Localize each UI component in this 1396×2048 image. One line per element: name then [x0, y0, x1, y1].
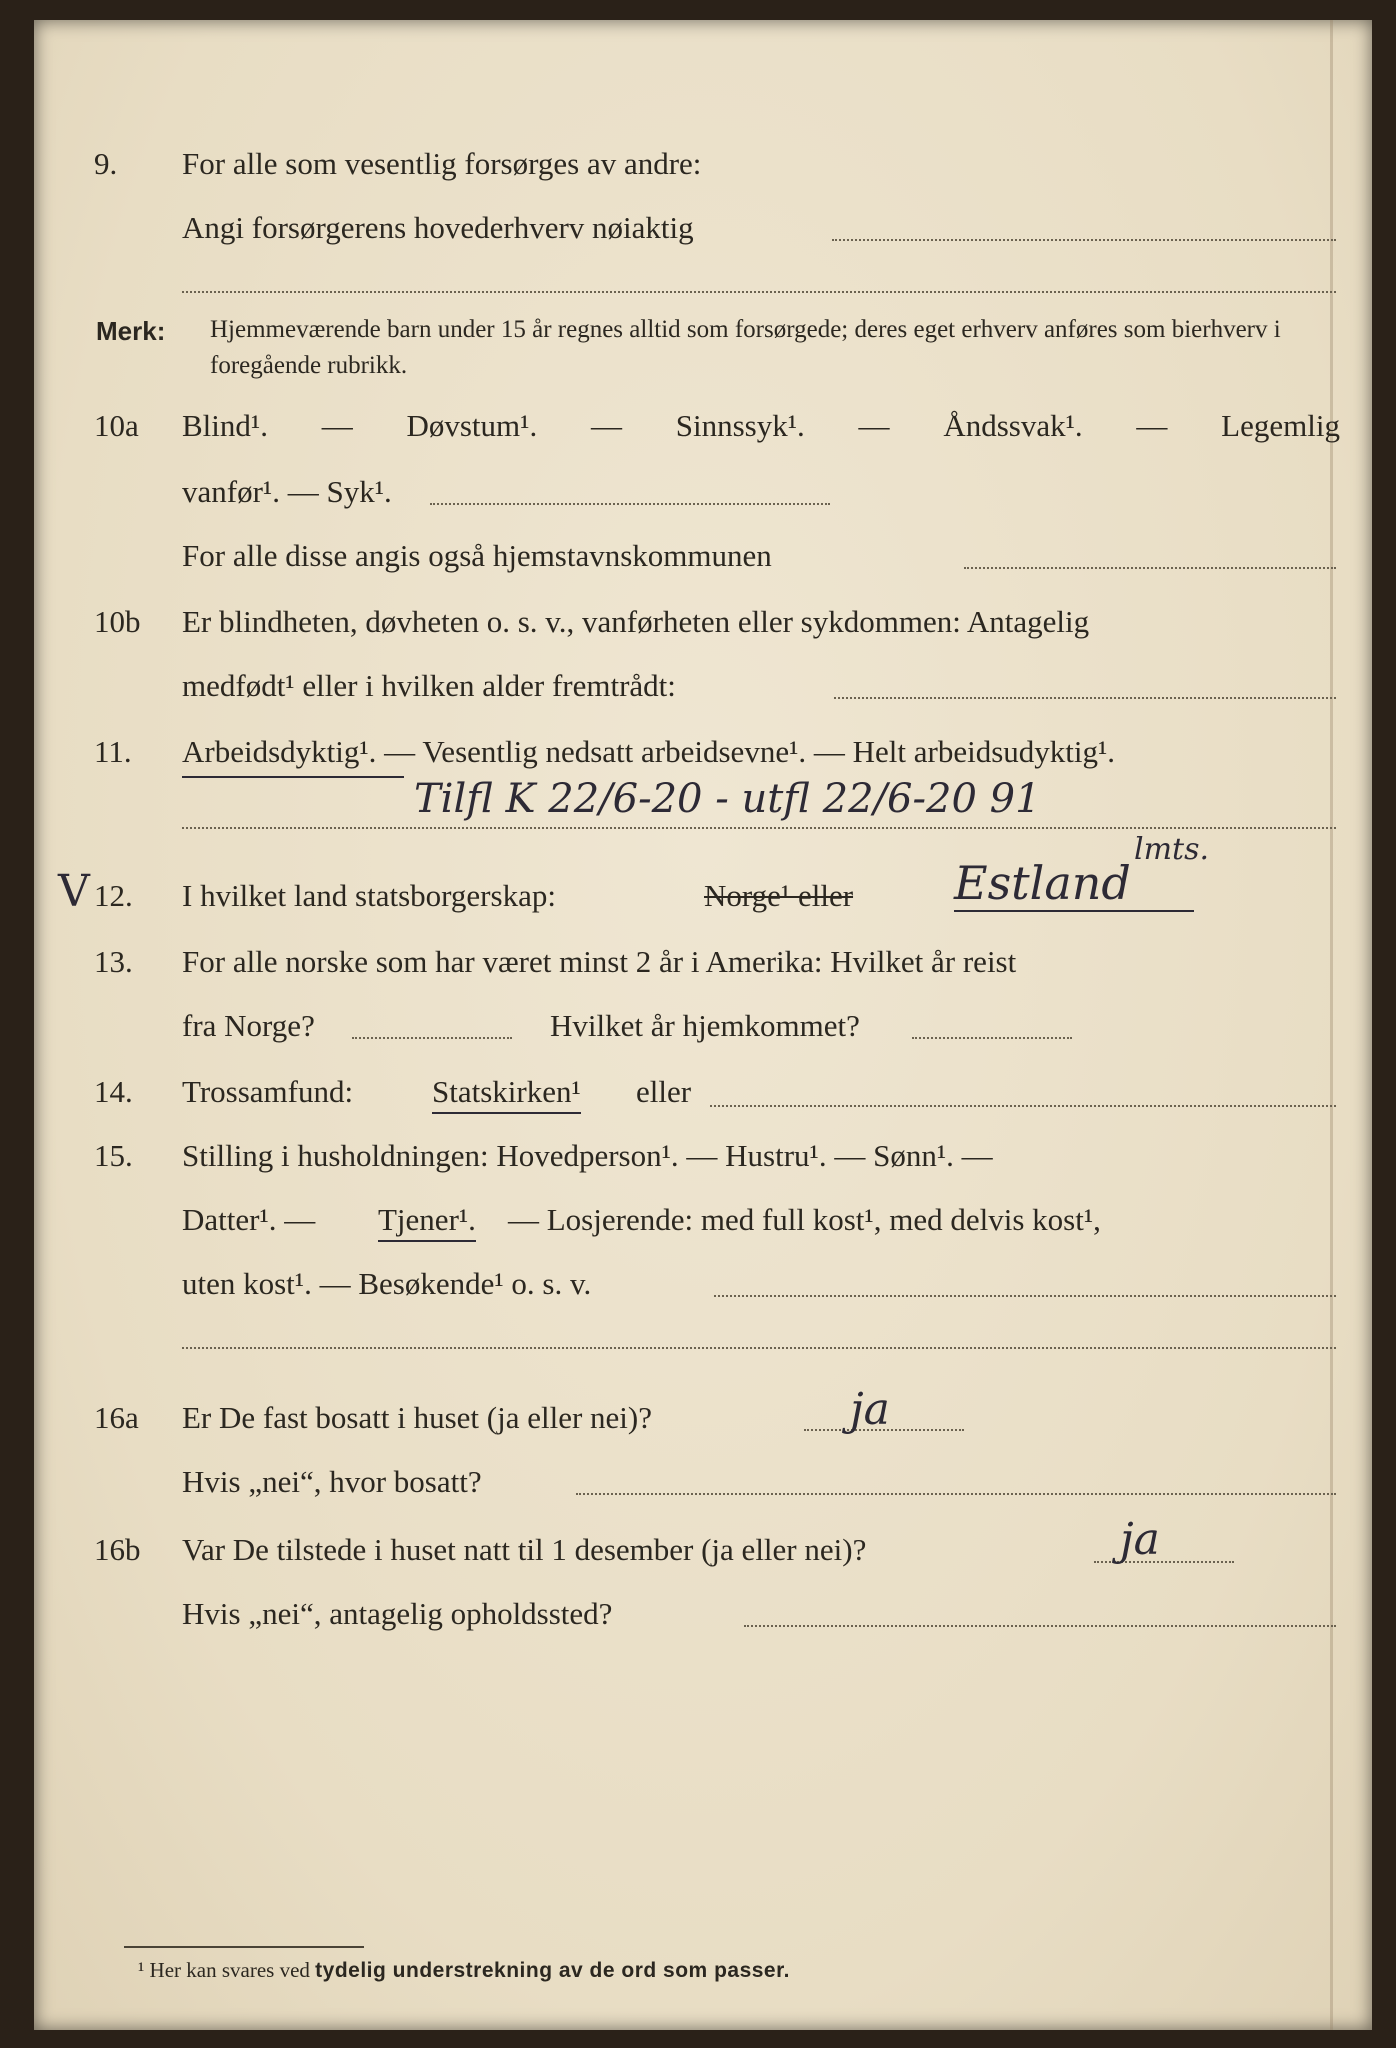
q15-tjener: Tjener¹. [378, 1202, 476, 1242]
q15-line3 [34, 1258, 1372, 1308]
q10b-fill-line[interactable] [834, 696, 1336, 699]
q13-line2 [34, 1000, 1372, 1050]
q14-text-c: eller [636, 1074, 692, 1109]
q16b-text-2: Hvis „nei“, antagelig opholdssted? [182, 1596, 613, 1631]
q10a-option: Døvstum¹. [406, 408, 538, 443]
q10a-dash: — [1136, 408, 1168, 443]
q10a-number: 10a [94, 408, 139, 443]
q10a-text-3: For alle disse angis også hjemstavnskommunen [182, 538, 772, 573]
q15-fill-line[interactable] [714, 1294, 1336, 1297]
q10b-line2 [34, 660, 1372, 710]
q13-line1 [34, 936, 1372, 986]
q15-text: Stilling i husholdningen: Hovedperson¹. — Hustru¹. — Sønn¹. — [182, 1138, 993, 1173]
q11-underline-mark [182, 776, 404, 778]
q10a-fill-line-2[interactable] [964, 566, 1336, 569]
q16b-fill-line[interactable] [1094, 1560, 1234, 1563]
q16b-line2 [34, 1588, 1372, 1638]
q11-handwriting: Tilfl K 22/6-20 - utfl 22/6-20 91 [414, 776, 1041, 822]
q11-text: Arbeidsdyktig¹. — Vesentlig nedsatt arbeidsevne¹. — Helt arbeidsudyktig¹. [182, 734, 1116, 769]
q14-statskirken: Statskirken¹ [432, 1074, 581, 1114]
q10a-option: Legemlig [1221, 408, 1340, 443]
q16a-answer: ja [850, 1384, 890, 1435]
q16b-line1 [34, 1524, 1372, 1574]
merk-label: Merk: [96, 316, 166, 346]
q15-fill-line-2[interactable] [182, 1346, 1336, 1349]
q10a-options [182, 408, 1340, 444]
q10b-text-2: medfødt¹ eller i hvilken alder fremtrådt: [182, 668, 676, 703]
q10b-line1 [34, 596, 1372, 646]
q12-margin-check: V [58, 866, 90, 917]
footnote-rule [124, 1946, 364, 1948]
q10a-dash: — [590, 408, 622, 443]
footnote [138, 1958, 790, 1983]
q12-struck-option: Norge¹ eller [704, 878, 854, 913]
q16b-answer: ja [1120, 1514, 1160, 1565]
q11-fill-line[interactable] [182, 826, 1336, 829]
q9-text: For alle som vesentlig forsørges av andre: [182, 146, 702, 181]
q12-line [34, 870, 1372, 920]
q10a-option: Åndssvak¹. [943, 408, 1083, 443]
q13-text: For alle norske som har været minst 2 år i Amerika: Hvilket år reist [182, 944, 1017, 979]
q16a-line2 [34, 1456, 1372, 1506]
q12-note: lmts. [1134, 832, 1210, 867]
q15-line2 [34, 1194, 1372, 1244]
q9-line2 [34, 202, 1372, 252]
census-form-page [34, 20, 1372, 2030]
q16a-text-2: Hvis „nei“, hvor bosatt? [182, 1464, 482, 1499]
q16b-number: 16b [94, 1532, 141, 1567]
q9-fill-line[interactable] [832, 238, 1336, 241]
q15-text-2a: Datter¹. — [182, 1202, 316, 1237]
q12-number: 12. [94, 878, 133, 913]
footnote-text: Her kan svares ved [149, 1958, 310, 1982]
q9-text-2: Angi forsørgerens hovederhverv nøiaktig [182, 210, 694, 245]
q15-text-2c: — Losjerende: med full kost¹, med delvis kost¹, [508, 1202, 1101, 1237]
q12-text: I hvilket land statsborgerskap: [182, 878, 556, 913]
q9-number: 9. [94, 146, 118, 181]
merk-text: Hjemmeværende barn under 15 år regnes alltid som forsørgede; deres eget erhverv anføres som bierhverv i foregående rubrikk. [210, 316, 1281, 379]
q10a-fill-line[interactable] [430, 502, 830, 505]
q14-line [34, 1066, 1372, 1116]
q14-text-a: Trossamfund: [182, 1074, 354, 1109]
q11-line [34, 726, 1372, 776]
q10b-text: Er blindheten, døvheten o. s. v., vanførheten eller sykdommen: Antagelig [182, 604, 1090, 639]
q13-fill-line-a[interactable] [352, 1036, 512, 1039]
q13-fill-line-b[interactable] [912, 1036, 1072, 1039]
q10a-dash: — [321, 408, 353, 443]
q15-number: 15. [94, 1138, 133, 1173]
q15-line1 [34, 1130, 1372, 1180]
q10a-text-2: vanfør¹. — Syk¹. [182, 474, 392, 509]
footnote-text-bold: tydelig understrekning av de ord som passer. [315, 1959, 790, 1982]
q13-text-2a: fra Norge? [182, 1008, 315, 1043]
q12-answer-underline [954, 910, 1194, 912]
q13-number: 13. [94, 944, 133, 979]
q16a-line1 [34, 1392, 1372, 1442]
footnote-mark: ¹ [138, 1958, 145, 1982]
q16a-text: Er De fast bosatt i huset (ja eller nei)? [182, 1400, 652, 1435]
q9-fill-line-2[interactable] [182, 290, 1336, 293]
q10a-line1 [34, 400, 1372, 450]
q16b-fill-line-2[interactable] [744, 1624, 1336, 1627]
q10a-dash: — [858, 408, 890, 443]
merk-note [34, 310, 1372, 400]
q14-number: 14. [94, 1074, 133, 1109]
q10a-line3 [34, 530, 1372, 580]
q10b-number: 10b [94, 604, 141, 639]
q10a-line2 [34, 466, 1372, 516]
q16a-fill-line-2[interactable] [576, 1492, 1336, 1495]
q16a-number: 16a [94, 1400, 139, 1435]
q10a-option: Sinnssyk¹. [675, 408, 805, 443]
q10a-option: Blind¹. [182, 408, 268, 443]
q12-answer: Estland [954, 856, 1131, 910]
q11-number: 11. [94, 734, 132, 769]
q13-text-2b: Hvilket år hjemkommet? [550, 1008, 860, 1043]
q15-text-3: uten kost¹. — Besøkende¹ o. s. v. [182, 1266, 592, 1301]
q14-fill-line[interactable] [710, 1104, 1336, 1107]
q16b-text: Var De tilstede i huset natt til 1 desember (ja eller nei)? [182, 1532, 867, 1567]
q9-line1 [34, 138, 1372, 188]
